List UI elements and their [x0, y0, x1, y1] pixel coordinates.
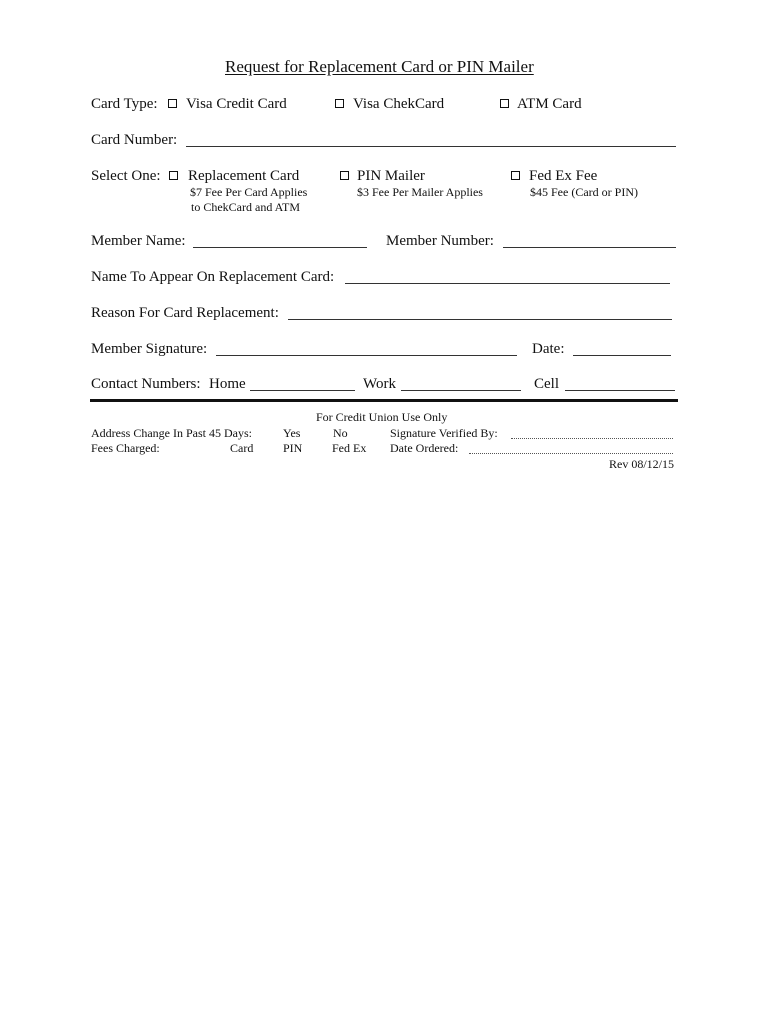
select-one-label: Select One:	[91, 168, 161, 184]
fed-ex-fee-label: Fed Ex Fee	[529, 168, 598, 184]
card-option: Card	[230, 441, 254, 455]
date-field[interactable]	[573, 355, 671, 356]
contact-numbers-label: Contact Numbers:	[91, 376, 201, 392]
member-number-label: Member Number:	[386, 233, 494, 249]
atm-card-label: ATM Card	[517, 96, 582, 112]
home-label: Home	[209, 376, 246, 392]
member-number-field[interactable]	[503, 247, 676, 248]
date-label: Date:	[532, 341, 565, 357]
replacement-card-label: Replacement Card	[188, 168, 300, 184]
replacement-card-checkbox[interactable]	[169, 171, 178, 180]
cell-phone-field[interactable]	[565, 390, 675, 391]
visa-chekcard-checkbox[interactable]	[335, 99, 344, 108]
visa-credit-card-label: Visa Credit Card	[186, 96, 287, 112]
member-signature-label: Member Signature:	[91, 341, 208, 357]
signature-verified-field[interactable]	[511, 438, 673, 439]
yes-option: Yes	[283, 426, 301, 440]
name-on-card-label: Name To Appear On Replacement Card:	[91, 269, 335, 285]
page-title: Request for Replacement Card or PIN Mailer	[225, 57, 534, 76]
office-use-header: For Credit Union Use Only	[316, 410, 448, 424]
member-signature-field[interactable]	[216, 355, 517, 356]
revision-date: Rev 08/12/15	[609, 457, 674, 471]
date-ordered-field[interactable]	[469, 453, 673, 454]
address-change-label: Address Change In Past 45 Days:	[91, 426, 252, 440]
pin-mailer-fee-note: $3 Fee Per Mailer Applies	[357, 185, 483, 199]
visa-credit-card-checkbox[interactable]	[168, 99, 177, 108]
member-name-label: Member Name:	[91, 233, 186, 249]
reason-label: Reason For Card Replacement:	[91, 305, 279, 321]
card-number-label: Card Number:	[91, 132, 178, 148]
fees-charged-label: Fees Charged:	[91, 441, 160, 455]
work-label: Work	[363, 376, 396, 392]
fed-ex-fee-checkbox[interactable]	[511, 171, 520, 180]
pin-mailer-label: PIN Mailer	[357, 168, 425, 184]
date-ordered-label: Date Ordered:	[390, 441, 459, 455]
member-name-field[interactable]	[193, 247, 367, 248]
signature-verified-label: Signature Verified By:	[390, 426, 498, 440]
replacement-card-fee-note-2: to ChekCard and ATM	[191, 200, 300, 214]
card-type-label: Card Type:	[91, 96, 158, 112]
fed-ex-option: Fed Ex	[332, 441, 367, 455]
card-number-field[interactable]	[186, 146, 676, 147]
reason-field[interactable]	[288, 319, 672, 320]
visa-chekcard-label: Visa ChekCard	[353, 96, 445, 112]
work-phone-field[interactable]	[401, 390, 521, 391]
name-on-card-field[interactable]	[345, 283, 670, 284]
no-option: No	[333, 426, 348, 440]
pin-mailer-checkbox[interactable]	[340, 171, 349, 180]
home-phone-field[interactable]	[250, 390, 355, 391]
replacement-card-fee-note: $7 Fee Per Card Applies	[190, 185, 308, 199]
pin-option: PIN	[283, 441, 303, 455]
fed-ex-fee-note: $45 Fee (Card or PIN)	[530, 185, 638, 199]
section-divider	[90, 399, 678, 402]
cell-label: Cell	[534, 376, 559, 392]
atm-card-checkbox[interactable]	[500, 99, 509, 108]
